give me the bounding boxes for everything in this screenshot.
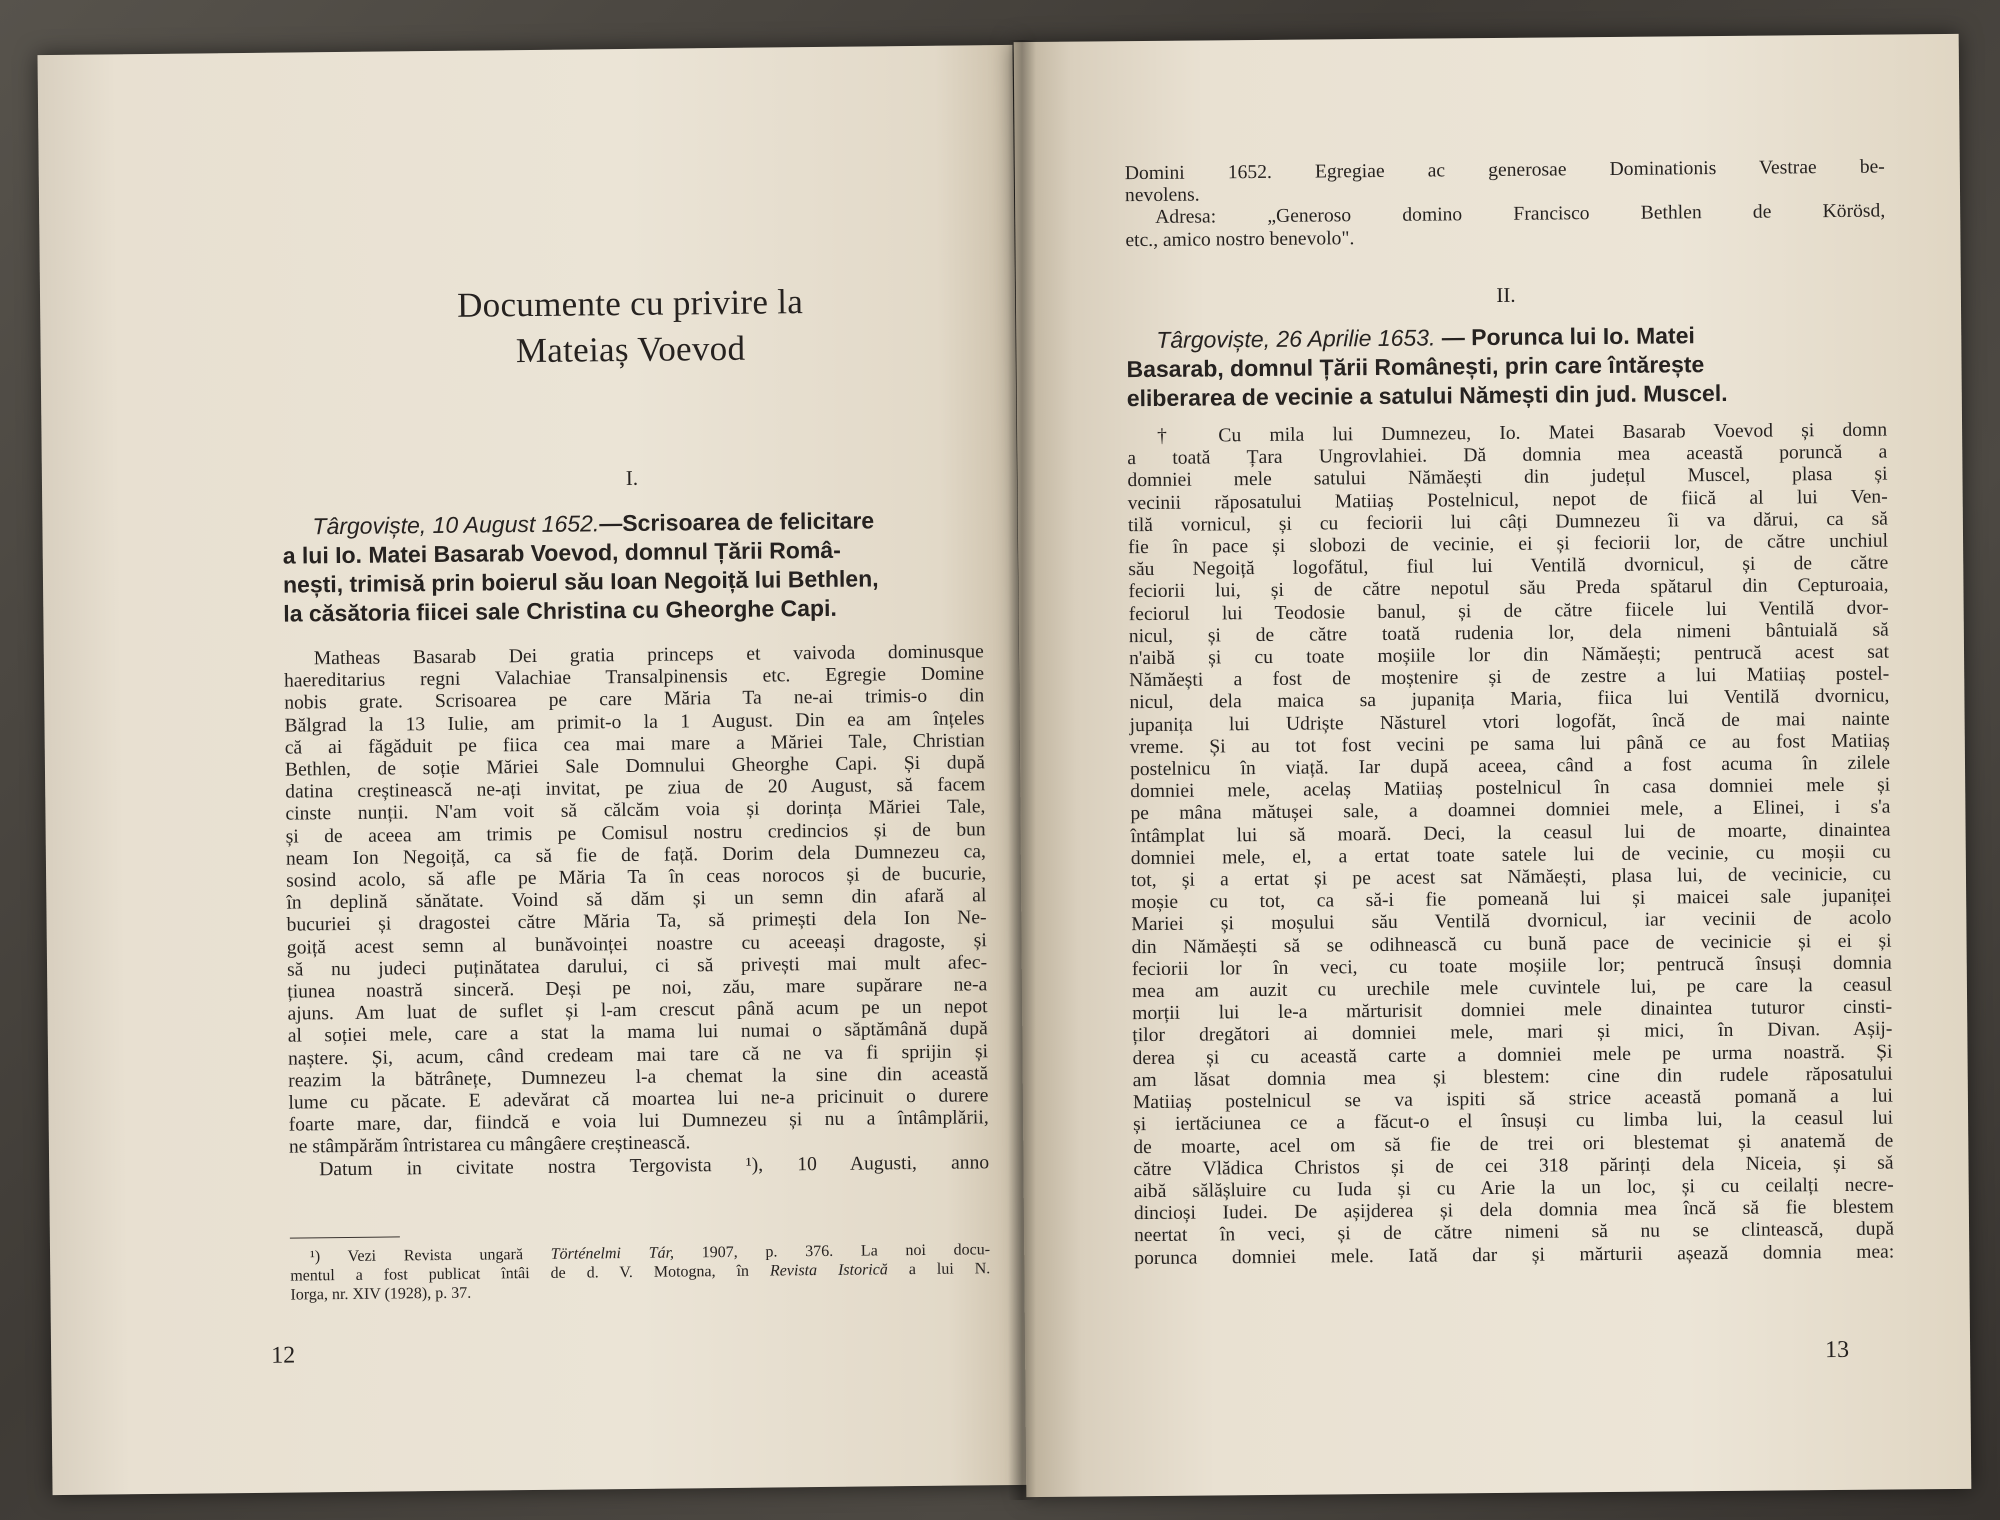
body-line: datina creștinească ne-ați invitat, pe ziua de 20 August, să facem (285, 774, 986, 803)
body-line: Bălgrad la 13 Iulie, am primit-o la 1 August. Din ea am înțeles (284, 707, 985, 737)
body-line: să nu judeci puținătatea darului, ci să privești mai mult afec- (286, 952, 988, 981)
body-line: întâmplat lui să moară. Deci, la ceasul lui de moarte, dinaintea (1130, 819, 1891, 847)
body-line: Matiiaș postelnicul se va ispiti să strice această pomană a lui (1132, 1085, 1893, 1114)
heading-line-1: —Scrisoarea de felicitare (599, 507, 875, 537)
body-line: vecinii răposatului Matiiaș Postelnicul, nepot de fiică al lui Ven- (1127, 486, 1888, 514)
title-line-1: Documente cu privire la (456, 282, 804, 325)
body-line: am lăsat domnia mea și blestem: cine din rudele răposatului (1132, 1063, 1893, 1092)
heading-line-2: Basarab, domnul Țării Românești, prin care întărește (1126, 351, 1705, 383)
body-line: mea am auzit cu urechile mele cuvintele lui, pe care la ceasul (1131, 974, 1893, 1003)
body-line: aibă sălășluire cu Iuda și cu Arie la un loc, și cu ceilalți necre- (1133, 1174, 1894, 1203)
heading-line-3: nești, trimisă prin boierul său Ioan Negoiță lui Bethlen, (282, 565, 879, 598)
body-line: goiță acest semn al bunăvoinței noastre cu aceeași dragoste, și (286, 929, 987, 959)
document-title (280, 277, 981, 376)
body-line: de moarte, acel om să fie de trei ori blestemat și anatemă de (1133, 1130, 1894, 1158)
section-number-1: I. (625, 465, 639, 491)
body-line: neam Ion Negoiță, ca să fie de față. Dorim dela Dumnezeu ca, (285, 841, 986, 870)
body-line: † Cu mila lui Dumnezeu, Io. Matei Basarab Voevod și domn (1157, 419, 1888, 447)
left-text-column (270, 45, 991, 1369)
body-line: etc., amico nostro benevolo". (1125, 227, 1355, 251)
body-line: Matheas Basarab Dei gratia princeps et vaivoda dominusque (313, 641, 984, 670)
heading-line-3: eliberarea de vecinie a satului Nămești din jud. Muscel. (1126, 379, 1728, 412)
body-line: morții lui le-a mărturisit domniei mele dinaintea tuturor cinsti- (1132, 996, 1893, 1025)
body-line: porunca domniei mele. Iată dar și mărturii așează domnia mea: (1134, 1241, 1895, 1269)
body-line: jupanița lui Udriște Năsturel vtori logofăt, încă de mai nainte (1129, 708, 1890, 736)
body-line: n'aibă și cu toate moșiile lor din Nămăești; pentrucă acest sat (1128, 641, 1890, 670)
title-line-2: Mateiaș Voevod (515, 328, 746, 371)
heading-place-date: Târgoviște, 26 Aprilie 1653. (1156, 324, 1436, 353)
heading-line-4: la căsătoria fiicei sale Christina cu Gheorghe Capi. (283, 594, 837, 627)
body-line: ților dregători ai domniei mele, mari și mici, în Divan. Așij- (1132, 1019, 1893, 1047)
body-line: derea și cu această carte a domniei mele pe urma noastră. Și (1132, 1041, 1893, 1069)
body-line: feciorul lui Teodosie banul, și de către fiicele lui Ventilă dvor- (1128, 597, 1889, 625)
document-2-heading (1126, 320, 1887, 414)
footnote (290, 1240, 991, 1304)
heading-place-date: Târgoviște, 10 August 1652. (312, 510, 600, 540)
heading-line-1: — Porunca lui Io. Matei (1435, 322, 1695, 351)
footnote-text: mentul a fost publicat întâi de d. V. Motogna, în (290, 1262, 771, 1285)
document-1-body (284, 641, 990, 1181)
body-line: Domini 1652. Egregiae ac generosae Dominationis Vestrae be- (1124, 156, 1885, 185)
body-line: nicul, dela maica sa jupanița Maria, fiica lui Ventilă dvornicu, (1129, 685, 1890, 714)
body-line: nicul, și de către toată rudenia lor, dela nimeni bântuială să (1128, 619, 1889, 647)
body-line: tilă vornicul, și cu feciorii lui câți Dumnezeu îi va dărui, ca să (1127, 508, 1888, 536)
body-line: haereditarius regni Valachiae Transalpinensis etc. Egregie Domine (283, 663, 985, 692)
body-line: Nămăești a fost de moștenire și de zestre a lui Matiiaș postel- (1129, 663, 1890, 692)
body-line: fie în pace și slobozi de vecinie, ei și feciorii lor, de către unchiul (1127, 530, 1889, 559)
body-line: a toată Țara Ungrovlahiei. Dă domnia mea această poruncă a (1127, 441, 1888, 470)
body-line: feciorii lui, și de către nepotul său Preda spătarul din Cepturoaia, (1128, 574, 1889, 603)
body-line: țiunea noastră sinceră. Deși pe noi, zău, mare supărare ne-a (287, 974, 988, 1003)
body-line: foarte mare, dar, fiindcă e voia lui Dumnezeu și nu a întâmplării, (288, 1107, 989, 1136)
body-line: postelnicu în viață. Iar după aceea, când a fost acuma în zilele (1129, 752, 1891, 781)
body-line: pe mâna mătușei sale, a doamnei domniei mele, a Elinei, i s'a (1130, 796, 1891, 825)
body-line: nevolens. (1124, 184, 1200, 207)
body-line: dincioși Iudei. De așijderea și dela domnia mea încă să fie blestem (1133, 1196, 1894, 1225)
heading-line-2: a lui Io. Matei Basarab Voevod, domnul Țării Româ- (282, 536, 841, 569)
body-line: către Vlădica Christos și de cei 318 părinți dela Niceia, și să (1133, 1152, 1894, 1180)
body-line: ajuns. Am luat de suflet și l-am crescut până acum pe un nepot (287, 996, 988, 1025)
document-2-body (1127, 420, 1894, 1270)
body-line: cinste nunții. N'am voit să călcăm voia și dorința Măriei Tale, (285, 796, 986, 826)
body-line: Bethlen, de soție Măriei Sale Domnului Gheorghe Capi. Și după (284, 752, 986, 781)
footnote-italic: Történelmi Tár, (550, 1244, 675, 1263)
footnote-italic: Revista Istorică (769, 1261, 888, 1280)
body-line: vreme. Și au tot fost vecini pe sama lui până ce au fost Matiiaș (1129, 730, 1890, 759)
footnote-line-3: Iorga, nr. XIV (1928), p. 37. (290, 1284, 472, 1304)
body-line: domniei mele satului Nămăești din județul Muscel, plasa și (1127, 463, 1888, 492)
body-line: moșie cu tot, ca să-i fie pomeană lui și maicei sale jupaniței (1131, 885, 1892, 914)
body-line: neertat în veci, și de către nimeni să nu se clintească, după (1134, 1218, 1895, 1247)
body-line: domniei mele, acelaș Matiiaș postelnicul în casa domniei mele și (1130, 774, 1891, 803)
body-line: său Negoiță logofătul, fiul lui Ventilă dvornicul, și de către (1128, 552, 1889, 581)
left-page (37, 45, 1027, 1495)
body-line: că ai făgăduit pe fiica cea mai mare a Măriei Tale, Christian (284, 730, 985, 759)
body-line: în deplină sănătate. Voind să dăm și un semn din afară al (286, 885, 987, 914)
page-number-right: 13 (1825, 1336, 1850, 1364)
right-page (1014, 34, 1972, 1497)
body-line: și iertăciunea ce a făcut-o el însuși cu limba lui, la ceasul lui (1133, 1107, 1894, 1136)
page-number-left: 12 (270, 1342, 296, 1369)
body-line: nobis grate. Scrisoarea pe care Măria Ta ne-ai trimis-o din (284, 685, 985, 715)
body-line: naștere. Și, acum, când credeam mai tare că ne va fi sprijin și (287, 1040, 989, 1070)
body-line: Datum in civitate nostra Tergovista ¹), 10 Augusti, anno (319, 1151, 990, 1180)
body-line: reazim la bătrânețe, Dumnezeu l-a chemat la sine din această (288, 1063, 989, 1092)
body-line: bucuriei și dragostei către Măria Ta, să primești dela Ion Ne- (286, 907, 987, 937)
body-line: domniei mele, el, a ertat toate satele lui de vecinie, cu moșii cu (1130, 841, 1891, 870)
document-1-ending (1125, 157, 1886, 252)
right-text-column (1124, 35, 1895, 1364)
footnote-text: 1907, p. 376. La noi docu- (673, 1241, 991, 1262)
footnote-rule (290, 1236, 400, 1238)
footnote-text: ¹) Vezi Revista ungară (309, 1245, 551, 1266)
body-line: sosind acolo, să afle pe Măria Ta în ceas norocos și de bucurie, (286, 863, 987, 892)
body-line: și de aceea am trimis pe Comisul nostru credincios și de bun (285, 818, 986, 848)
body-line: ne stâmpărăm întristarea cu mângâere creștinească. (288, 1132, 691, 1159)
body-line: Adresa: „Generoso domino Francisco Bethlen de Körösd, (1155, 200, 1886, 229)
footnote-text: a lui N. (887, 1260, 991, 1279)
body-line: tot, și a ertat și pe acest sat Nămăești, plasa lui, de vecinicie, cu (1130, 863, 1892, 892)
body-line: lume cu păcate. E adevărat că moartea lui ne-a pricinuit o durere (288, 1085, 989, 1114)
document-1-heading (282, 505, 983, 628)
section-number-2: II. (1496, 282, 1516, 307)
body-line: din Nămăești să se odihnească cu bună pace de vecinicie și ei și (1131, 930, 1892, 958)
body-line: Mariei și moșului său Ventilă dvornicul, iar vecinii de acolo (1131, 907, 1892, 936)
body-line: feciorii lor în veci, cu toate moșiile lor; pentrucă însuși domnia (1131, 952, 1892, 981)
body-line: al soției mele, care a stat la mama lui numai o săptămână după (287, 1018, 988, 1048)
